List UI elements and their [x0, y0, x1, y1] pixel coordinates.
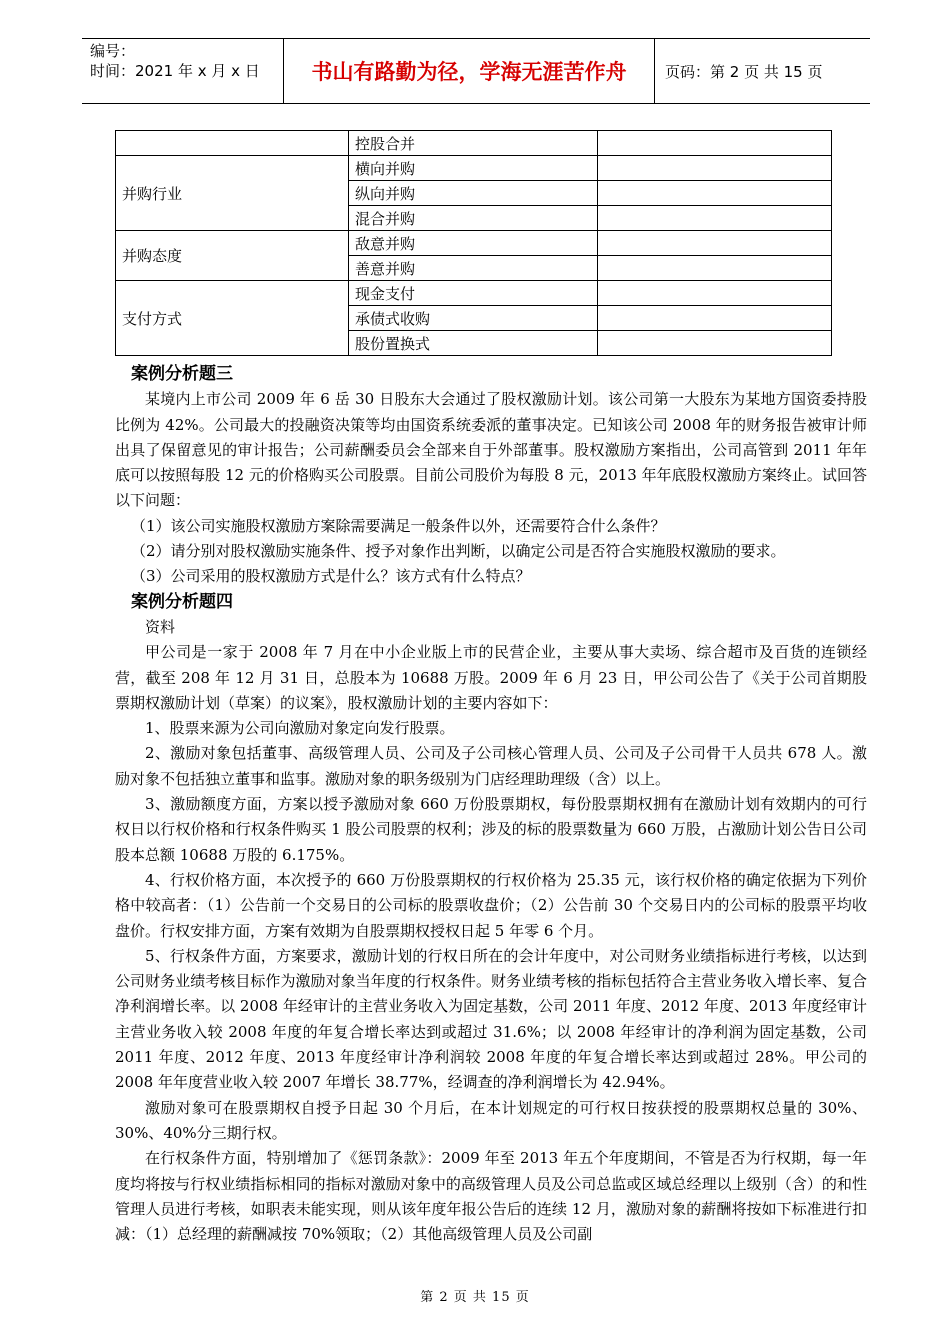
case3-title: 案例分析题三	[131, 364, 233, 384]
case4-paragraph-7: 在行权条件方面，特别增加了《惩罚条款》：2009 年至 2013 年五个年度期间，不管是否为行权期，每一年度均将按与行权业绩指标相同的指标对激励对象中的高级管理人员及公司总监或区域总经理以上级别（含）的和性管理人员进行考核，如职表未能实现，则从该年度年报公告后的连续 12 月，激励对象的薪酬将按如下标准进行扣减：（1）总经理的薪酬减按 70%领取；（2）其他高级管理人员及公司副	[115, 1149, 867, 1244]
group-label-attitude: 并购态度	[116, 231, 349, 281]
table-cell: 敌意并购	[349, 231, 598, 256]
table-cell: 承债式收购	[349, 306, 598, 331]
table-cell	[598, 331, 832, 356]
case4-intro: 甲公司是一家于 2008 年 7 月在中小企业版上市的民营企业，主要从事大卖场、综合超市及百货的连锁经营，截至 208 年 12 月 31 日，总股本为 10688 万股。2009 年 6 月 23 日，甲公司公告了《关于公司首期股票期权激励计划（草案）的议案》，股权激励计划的主要内容如下：	[115, 643, 867, 712]
number-label: 编号：	[90, 42, 136, 60]
table-cell: 横向并购	[349, 156, 598, 181]
case4-material-label: 资料	[145, 617, 176, 636]
group-label-industry: 并购行业	[116, 156, 349, 231]
table-cell	[598, 131, 832, 156]
document-header	[82, 38, 870, 104]
table-cell: 股份置换式	[349, 331, 598, 356]
header-page-info: 页码：第 2 页 共 15 页	[665, 62, 823, 81]
table-cell	[598, 156, 832, 181]
table-cell	[598, 181, 832, 206]
page-footer: 第 2 页 共 15 页	[420, 1290, 530, 1305]
table-cell	[598, 206, 832, 231]
case3-question-2: （2）请分别对股权激励实施条件、授予对象作出判断，以确定公司是否符合实施股权激励的要求。	[131, 542, 786, 561]
table-cell: 纵向并购	[349, 181, 598, 206]
group-label-payment: 支付方式	[116, 281, 349, 356]
table-cell	[598, 231, 832, 256]
table-row	[116, 156, 832, 181]
table-cell	[598, 281, 832, 306]
case4-item-5: 5、行权条件方面，方案要求，激励计划的行权日所在的会计年度中，对公司财务业绩指标进行考核，以达到公司财务业绩考核目标作为激励对象当年度的行权条件。财务业绩考核的指标包括符合主营业务收入增长率、复合净利润增长率。以 2008 年经审计的主营业务收入为固定基数，公司 2011 年度、2012 年度、2013 年度经审计主营业务收入较 2008 年度的年复合增长率达到或超过 31.6%；以 2008 年经审计的净利润为固定基数，公司 2011 年度、2012 年度、2013 年度经审计净利润较 2008 年度的年复合增长率达到或超过 28%。甲公司的 2008 年年度营业收入较 2007 年增长 38.77%，经调查的净利润增长为 42.94%。	[115, 946, 867, 1092]
table-cell: 混合并购	[349, 206, 598, 231]
document-body	[115, 362, 867, 1247]
case4-item-3: 3、激励额度方面，方案以授予激励对象 660 万份股票期权，每份股票期权拥有在激励计划有效期内的可行权日以行权价格和行权条件购买 1 股公司股票的权利；涉及的标的股票数量为 660 万股，占激励计划公告日公司股本总额 10688 万股的 6.175%。	[115, 795, 867, 864]
table-row	[116, 231, 832, 256]
case3-question-1: （1）该公司实施股权激励方案除需要满足一般条件以外，还需要符合什么条件？	[131, 516, 666, 535]
date-line: 时间：2021 年 x 月 x 日	[90, 62, 260, 80]
case3-question-3: （3）公司采用的股权激励方式是什么？该方式有什么特点？	[131, 567, 531, 586]
table-cell: 控股合并	[349, 131, 598, 156]
table-row	[116, 131, 832, 156]
table-cell: 善意并购	[349, 256, 598, 281]
case4-item-4: 4、行权价格方面，本次授予的 660 万份股票期权的行权价格为 25.35 元，该行权价格的确定依据为下列价格中较高者：（1）公告前一个交易日的公司标的股票收盘价；（2）公告前 30 个交易日内的公司标的股票平均收盘价。行权安排方面，方案有效期为自股票期权授权日起 5 年零 6 个月。	[115, 870, 867, 940]
header-motto: 书山有路勤为径，学海无涯苦作舟	[284, 39, 655, 103]
table-cell: 现金支付	[349, 281, 598, 306]
case4-item-2: 2、激励对象包括董事、高级管理人员、公司及子公司核心管理人员、公司及子公司骨干人员共 678 人。激励对象不包括独立董事和监事。激励对象的职务级别为门店经理助理级（含）以上。	[115, 744, 867, 788]
header-meta	[82, 39, 284, 103]
case4-item-1: 1、股票来源为公司向激励对象定向发行股票。	[145, 719, 455, 738]
case4-paragraph-6: 激励对象可在股票期权自授予日起 30 个月后，在本计划规定的可行权日按获授的股票期权总量的 30%、30%、40%分三期行权。	[115, 1098, 867, 1142]
case3-body: 某境内上市公司 2009 年 6 岳 30 日股东大会通过了股权激励计划。该公司第一大股东为某地方国资委持股比例为 42%。公司最大的投融资决策等均由国资系统委派的董事决定。已知该公司 2008 年的财务报告被审计师出具了保留意见的审计报告；公司薪酬委员会全部来自于外部董事。股权激励方案指出，公司高管到 2011 年年底可以按照每股 12 元的价格购买公司股票。目前公司股价为每股 8 元，2013 年年底股权激励方案终止。试回答以下问题：	[115, 390, 867, 510]
table-cell	[598, 306, 832, 331]
merger-classification-table	[115, 130, 832, 356]
case4-title: 案例分析题四	[131, 591, 233, 612]
table-cell	[598, 256, 832, 281]
table-row	[116, 281, 832, 306]
table-cell	[116, 131, 349, 156]
